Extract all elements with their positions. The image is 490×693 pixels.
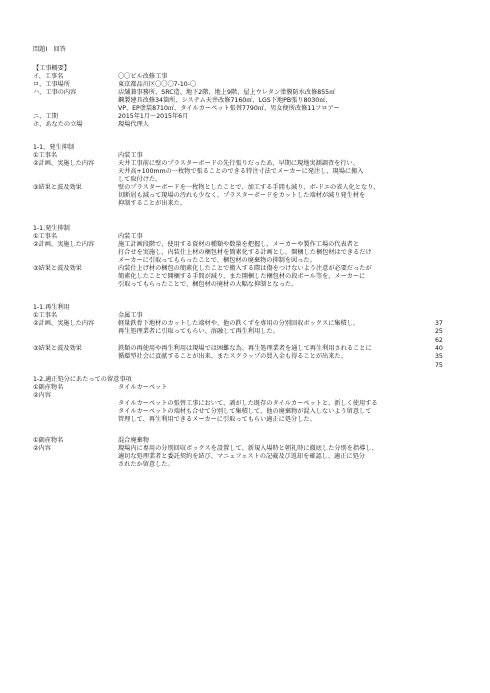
overview-label-role: ホ、あなたの立場 <box>33 121 83 128</box>
doc-title: 問題Ⅰ 回答 <box>33 46 66 53</box>
section4b-content-line: 現場内に専用の分別回収ボックスを設置して、新規入場時と朝礼時に徹底した分別を指導し、 <box>118 445 378 452</box>
overview-value-name: 〇〇ビル改修工事 <box>118 73 168 80</box>
section2-plan-label: ②計画、実施した内容 <box>33 241 95 248</box>
section1-plan-label: ②計画、実施した内容 <box>33 160 95 167</box>
margin-number: 62 <box>435 337 443 344</box>
overview-value-period: 2015年1月～2015年6月 <box>118 113 189 120</box>
section1-result-label: ③結果と波及効果 <box>33 184 82 191</box>
section4b-name: 混合廃棄物 <box>118 437 149 444</box>
section4b-content-line: 適切な処理業者と委託契約を結び、マニュフェストの記載及び返却を確認し、適正に処分 <box>118 453 365 460</box>
section3-plan-label: ②計画、実施した内容 <box>33 320 95 327</box>
section2-plan-line: メーカーに引取ってもらったことで、梱包材の廃棄物の抑制を図った。 <box>118 257 316 264</box>
section1-item-name: 内装工事 <box>118 152 143 159</box>
section4b-content-label: ②内容 <box>33 445 51 452</box>
overview-label-name: イ、工事名 <box>33 73 64 80</box>
margin-number: 35 <box>435 353 443 360</box>
margin-number: 25 <box>435 328 443 335</box>
overview-label-content: ハ、工事の内容 <box>33 89 77 96</box>
section2-header: 1-1.発生抑制 <box>33 225 70 232</box>
overview-content-line: 鋼製建具改修34箇所、システム天井改修7160㎡、LGS下地PB張り8030㎡、 <box>118 97 332 104</box>
section1-result-line: 抑制することが出来た。 <box>118 200 187 207</box>
overview-value-place: 東京都品川区〇〇〇7-10-〇 <box>118 81 197 88</box>
section1-result-line: 切断屑も減って現場の汚れも少なく、プラスターボードをカットした端材が減り発生材を <box>118 192 366 199</box>
section4b-content-line: されたか留意した。 <box>118 461 174 468</box>
section1-result-line: 壁のプラスターボードを一枚物としたことで、加工する手間も減り、ボ-ドエの省人化となり、 <box>118 184 380 191</box>
overview-value-role: 現場代理人 <box>118 121 149 128</box>
section2-result-label: ③結果と波及効果 <box>33 265 82 272</box>
section4-header: 1-2.適正処分にあたっての留意事項 <box>33 376 132 383</box>
section2-result-line: 簡素化したことで開梱する手間が減り、また開梱した梱包材の段ボール等を、メーカーに <box>118 273 366 280</box>
section1-plan-line: して取付けた。 <box>118 176 162 183</box>
overview-content-line: VP、EP塗装8710㎡、タイルカーペット張替7790㎡、男女便所改修11フロアー <box>118 105 340 112</box>
section3-plan-line: 再生処理業者に引取ってもらい、溶融して再生利用した。 <box>118 328 279 335</box>
margin-number: 40 <box>435 345 443 352</box>
section2-item-name: 内装工事 <box>118 233 143 240</box>
section3-result-label: ③結果と波及効果 <box>33 345 82 352</box>
section1-plan-line: 天井高+100mmの一枚物で張ることのできる特注寸法でメーカーに発注し、現場に搬入 <box>118 168 364 175</box>
section4b-name-label: ①副産物名 <box>33 437 64 444</box>
section2-result-line: 内装仕上げ材の梱包の簡素化したことで搬入する際は傷をつけないよう注意が必要だったが <box>118 265 372 272</box>
section3-result-line: 鉄類の再使用や再生利用は現場では困難な為、再生処理業者を通して再生利用されることに <box>118 345 372 352</box>
section1-item-name-label: ①工事名 <box>33 152 58 159</box>
section3-plan-line: 軽量鉄骨下地材のカットした端材や、他の鉄くずを専用の分別回収ボックスに集積し、 <box>118 320 360 327</box>
section4a-content-line: タイルカーペットの張替工事において、剥がした既存のタイルカーペットと、新しく使用する <box>118 400 378 407</box>
section3-item-name: 金属工事 <box>118 312 143 319</box>
section2-plan-line: 施工計画段階で、使用する資材の種類や数量を把握し、メーカーや製作工場の代表者と <box>118 241 360 248</box>
section4a-content-line: タイルカーペットの端材も合せて分別して集積して、他の廃棄物が混入しないよう留意して <box>118 408 372 415</box>
overview-value-content: 店舗兼事務所、SRC造、地下2階、地上9階、屋上ウレタン塗膜防水改修855㎡ <box>118 89 336 96</box>
overview-label-place: ロ、工事場所 <box>33 81 70 88</box>
section4a-name: タイルカーペット <box>118 384 168 391</box>
margin-number: 75 <box>435 362 443 369</box>
section3-item-name-label: ①工事名 <box>33 312 58 319</box>
section4a-name-label: ①副産物名 <box>33 384 64 391</box>
section2-plan-line: 打合せを実施し、内装仕上材の梱包材を簡素化する計画とし、開梱した梱包材はできるだけ <box>118 249 372 256</box>
overview-header: 【工事概要】 <box>33 65 71 72</box>
margin-number: 37 <box>435 320 443 327</box>
section3-result-line: 循環型社会に貢献することが出来、またスクラップの買入金も得ることが出来た。 <box>118 353 347 360</box>
section2-item-name-label: ①工事名 <box>33 233 58 240</box>
section2-result-line: 引取ってもらったことで、梱包材の廃材の大幅な抑制となった。 <box>118 281 298 288</box>
section3-header: 1-1.再生利用 <box>33 304 70 311</box>
section1-plan-line: 天井工事前に壁のプラスターボードの先行張りだったあ、早期に現地実測調査を行い、 <box>118 160 359 167</box>
section4a-content-label: ②内容 <box>33 392 51 399</box>
overview-label-period: ニ、工期 <box>33 113 58 120</box>
section4a-content-line: 管理して、再生利用できるメーカーに引取ってもらい適正に処分した。 <box>118 416 316 423</box>
section1-header: 1-1、発生抑制 <box>33 144 75 151</box>
